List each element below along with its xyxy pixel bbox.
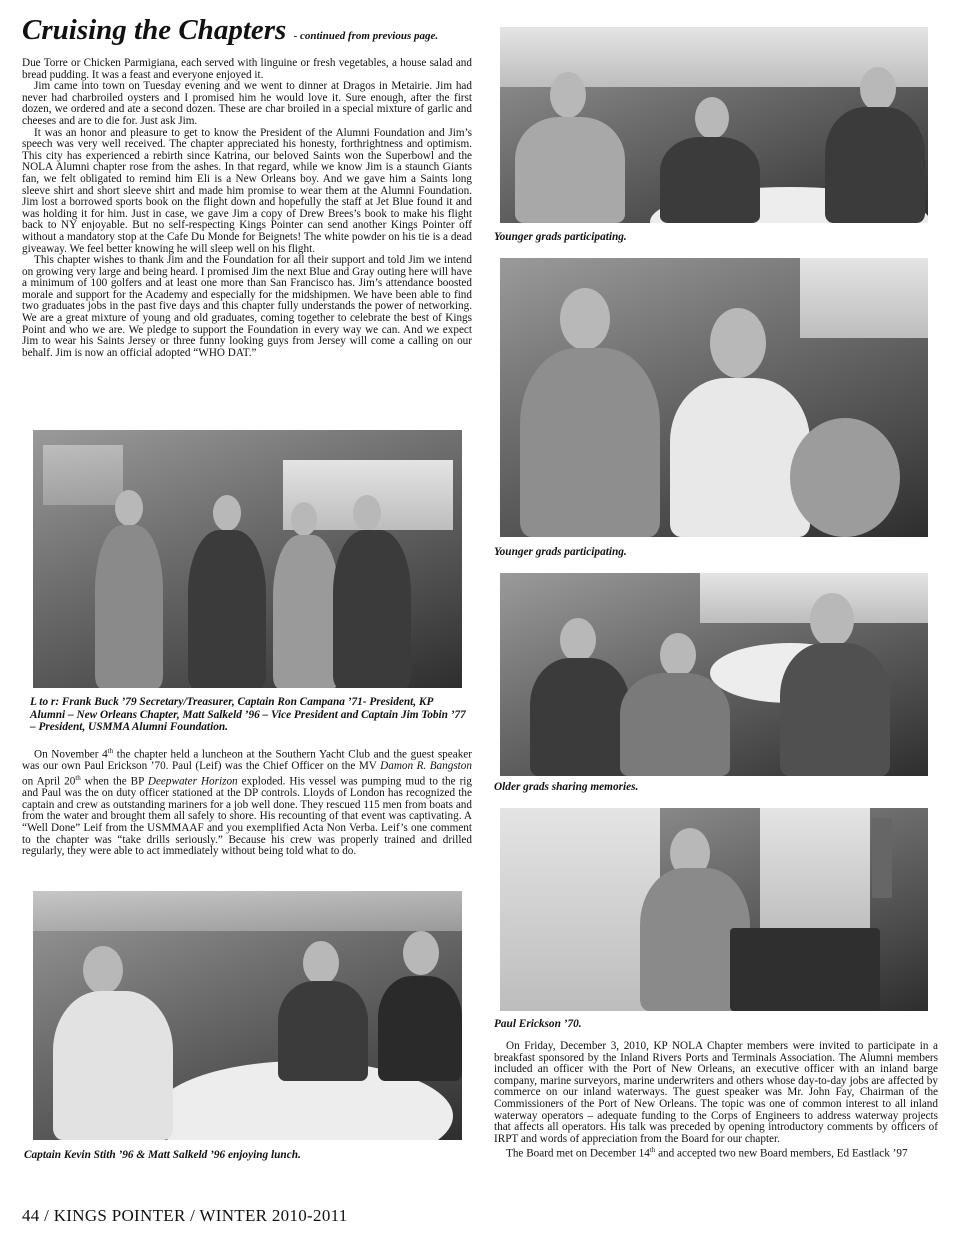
younger-grads-caption-1-text: Younger grads participating.: [494, 231, 627, 243]
ordinal-suffix: th: [75, 773, 81, 782]
lunch-photo-caption-text: Captain Kevin Stith ’96 & Matt Salkeld ’96 enjoying lunch.: [24, 1149, 301, 1161]
november-text-a: On November 4: [34, 748, 108, 761]
title-text: Cruising the Chapters: [22, 14, 287, 46]
november-text-b: the chapter held a luncheon at the Southern Yacht Club and the guest speaker was our own Paul Erickson ’70. Paul (Leif) was the Chief Officer on the MV: [22, 748, 472, 773]
younger-grads-photo-2: [500, 258, 928, 537]
older-grads-photo: [500, 573, 928, 776]
ordinal-suffix: th: [649, 1146, 656, 1155]
group-photo: [33, 430, 462, 688]
board-meeting-text: The Board met on December 14: [506, 1148, 650, 1161]
article-paragraph: This chapter wishes to thank Jim and the Foundation for all their support and told Jim we intend on growing very large and being heard. I promised Jim the next Blue and Gray outing here will have a minimum of 100 golfers and at least one more than San Francisco has. Jim’s attendance boosted morale and support for the Academy and especially for the midshipmen. We have been able to find two graduates jobs in the past five days and this chapter fully understands the power of networking. We are a great mixture of young and old graduates, coming together to celebrate the best of Kings Point and who we are. We pledge to support the Foundation in every way we can. And we expect Jim to wear his Saints Jersey or three funny looking guys from Jersey will come a calling on our behalf. Jim is now an official adopted “WHO DAT.”: [22, 254, 472, 359]
december-text: On Friday, December 3, 2010, KP NOLA Chapter members were invited to participate in a breakfast sponsored by the Inland Rivers Ports and Terminals Association. The Alumni members included an officer with the Port of New Orleans, an executive officer with an inland barge company, marine surveyors, marine underwriters and others whose day-to-day jobs are affected by commerce on our inland waterways. The guest speaker was Mr. John Fay, Chairman of the Commissioners of the Port of New Orleans. The topic was one of common interest to all inland waterway operators – adequate funding to the Corps of Engineers to address waterway projects that affects all operators. His talk was preceded by opening introductory comments by officers of IRPT and words of appreciation from the Board for our chapter.: [494, 1040, 938, 1145]
board-meeting-text-b: and accepted two new Board members, Ed Eastlack ’97: [655, 1148, 908, 1161]
november-text-e: exploded. His vessel was pumping mud to the rig and Paul was the on duty officer stationed at the DP controls. Lloyds of London has recognized the captain and crew as outstanding mariners for a job well done. They rescued 115 men from boats and from the water and brought them all safely to shore. His recounting of that event was captivating. A “Well Done” Leif from the USMMAAF and you exemplified Acta Non Verba. Leif’s one comment to the chapter was “take drills seriously.” Because his crew was properly trained and drilled regularly, they were able to act immediately without being told what to do.: [22, 775, 473, 858]
article-paragraph: Jim came into town on Tuesday evening and we went to dinner at Dragos in Metairie. Jim had never had charbroiled oysters and I promised him he would love it. Sure enough, after the first dozen, we ordered and ate a second dozen. These are char broiled in a special mixture of garlic and cheeses and are to die for. Just ask Jim.: [22, 80, 472, 127]
november-text-c: on April 20: [22, 775, 76, 788]
title-continuation: - continued from previous page.: [293, 30, 439, 42]
older-grads-caption: [494, 781, 924, 794]
footer-text: 44 / KINGS POINTER / WINTER 2010-2011: [22, 1206, 348, 1225]
paul-erickson-photo: [500, 808, 928, 1011]
vessel-name: Damon R. Bangston: [380, 760, 472, 773]
younger-grads-caption-2-text: Younger grads participating.: [494, 546, 627, 558]
younger-grads-photo-1: [500, 27, 928, 223]
page-title: [22, 12, 492, 54]
older-grads-caption-text: Older grads sharing memories.: [494, 781, 639, 793]
group-photo-caption-text: L to r: Frank Buck ’79 Secretary/Treasurer, Captain Ron Campana ’71- President, KP Alumni – New Orleans Chapter, Matt Salkeld ’96 – Vice President and Captain Jim Tobin ’77 – President, USMMA Alumni Foundation.: [30, 696, 466, 733]
ordinal-suffix: th: [107, 747, 114, 755]
younger-grads-caption-2: [494, 546, 924, 559]
younger-grads-caption-1: [494, 231, 924, 244]
paul-erickson-caption: [494, 1018, 924, 1031]
november-paragraph: [22, 746, 472, 858]
lunch-photo-caption: [24, 1149, 464, 1162]
group-photo-caption: [30, 696, 470, 734]
paul-erickson-caption-text: Paul Erickson ’70.: [494, 1018, 582, 1030]
article-paragraph: It was an honor and pleasure to get to know the President of the Alumni Foundation and Jim’s speech was very well received. The chapter appreciated his honesty, forthrightness and optimism. This city has experienced a rebirth since Katrina, our beloved Saints won the Superbowl and the NOLA Alumni chapter rose from the ashes. In that regard, while we know Jim is a staunch Giants fan, we felt obligated to remind him Eli is a New Orleans boy. And we gave him a Saints long sleeve shirt and short sleeve shirt and made him promise to wear them at the Alumni Foundation. Jim lost a borrowed sports book on the flight down and hopefully the staff at Jet Blue found it and was holding it for him. Just in case, we gave Jim a copy of Drew Brees’s book to make his flight back to NY enjoyable. But no self-respecting Kings Pointer can send another Kings Pointer off without a mandatory stop at the Cafe Du Monde for Beignets! The white powder on his tie is a dead giveaway. We feel better knowing he will sleep well on his flight.: [22, 126, 472, 255]
article-column: [22, 58, 472, 359]
november-text-d: when the BP: [80, 775, 148, 788]
article-paragraph: Due Torre or Chicken Parmigiana, each served with linguine or fresh vegetables, a house salad and bread pudding. It was a feast and everyone enjoyed it.: [22, 57, 472, 81]
december-paragraph: [494, 1041, 938, 1161]
lunch-photo: [33, 891, 462, 1140]
page-footer: [22, 1206, 348, 1226]
rig-name: Deepwater Horizon: [147, 775, 238, 788]
